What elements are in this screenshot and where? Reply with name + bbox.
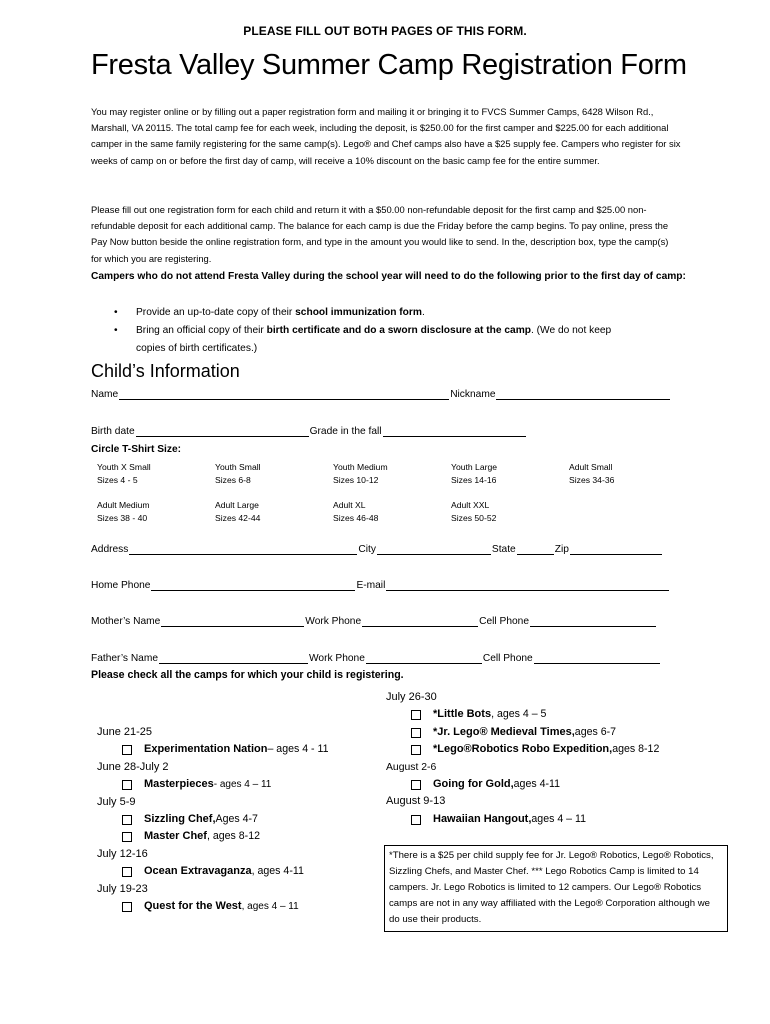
tshirt-option[interactable]: Adult Medium Sizes 38 - 40 <box>97 500 150 523</box>
nickname-field[interactable] <box>496 388 670 400</box>
bullet-icon: • <box>114 307 118 318</box>
fathers-name-field[interactable] <box>159 652 308 664</box>
camp-week-label: July 19-23 <box>97 882 148 895</box>
camp-option[interactable]: Hawaiian Hangout, ages 4 – 11 <box>386 811 659 828</box>
mothers-name-label: Mother’s Name <box>91 616 161 627</box>
checkbox-icon[interactable] <box>411 815 421 825</box>
email-label: E-mail <box>356 580 386 591</box>
tshirt-option[interactable]: Youth X Small Sizes 4 - 5 <box>97 462 151 485</box>
state-label: State <box>491 544 516 555</box>
checkbox-icon[interactable] <box>411 710 421 720</box>
tshirt-row-1 <box>97 461 687 487</box>
camp-option[interactable]: *Lego®Robotics Robo Expedition, ages 8-12 <box>386 741 659 758</box>
mothers-name-field[interactable] <box>161 615 304 627</box>
mother-row <box>91 615 657 627</box>
deposit-paragraph: Please fill out one registration form for each child and return it with a $50.00 non-refundable deposit for the first camp and $25.00 non-refundable deposit for each additional camp. The balance for each camp is due the Friday before the camp begins. To pay online, press the Pay Now button beside the online registration form, and type in the amount you would like to send. In the, description box, type the camp(s) for which you are registering. <box>91 204 669 264</box>
checkbox-icon[interactable] <box>122 780 132 790</box>
home-phone-field[interactable] <box>151 579 355 591</box>
checkbox-icon[interactable] <box>122 815 132 825</box>
mother-cell-phone-label: Cell Phone <box>479 616 529 627</box>
fathers-name-label: Father’s Name <box>91 653 158 664</box>
mother-work-phone-label: Work Phone <box>305 616 362 627</box>
name-row <box>91 388 671 400</box>
camp-option[interactable]: Master Chef , ages 8-12 <box>97 828 329 845</box>
name-field[interactable] <box>119 388 449 400</box>
tshirt-heading: Circle T-Shirt Size: <box>91 444 182 455</box>
checkbox-icon[interactable] <box>122 902 132 912</box>
checkbox-icon[interactable] <box>122 832 132 842</box>
requirements-heading: Campers who do not attend Fresta Valley during the school year will need to do the following prior to the first day of camp: <box>91 271 686 282</box>
checkbox-icon[interactable] <box>411 780 421 790</box>
camp-option[interactable]: *Little Bots , ages 4 – 5 <box>386 706 659 723</box>
father-cell-phone-field[interactable] <box>534 652 660 664</box>
father-row <box>91 652 661 664</box>
father-cell-phone-label: Cell Phone <box>482 653 533 664</box>
camp-option[interactable]: Ocean Extravaganza , ages 4-11 <box>97 863 329 880</box>
grade-label: Grade in the fall <box>309 426 382 437</box>
name-label: Name <box>91 389 119 400</box>
camps-right-column <box>386 689 659 828</box>
checkbox-icon[interactable] <box>411 728 421 738</box>
supply-fee-note: *There is a $25 per child supply fee for Jr. Lego® Robotics, Lego® Robotics, Sizzling Chefs, and Master Chef. *** Lego Robotics Camp is limited to 14 campers. Jr. Lego Robotics is limited to 12 campers. Our Lego® Robotics camps are not in any way affiliated with the Lego® Corporation although we do use their products. <box>384 845 728 932</box>
bullet-icon: • <box>114 325 118 336</box>
camp-option[interactable]: Sizzling Chef, Ages 4-7 <box>97 811 329 828</box>
requirement-item: • Bring an official copy of their birth certificate and do a sworn disclosure at the camp. (We do not keep copies of birth certificates.) <box>110 322 690 358</box>
city-label: City <box>358 544 376 555</box>
city-field[interactable] <box>377 543 491 555</box>
tshirt-option[interactable]: Adult Small Sizes 34-36 <box>569 462 615 485</box>
grade-field[interactable] <box>383 425 526 437</box>
nickname-label: Nickname <box>450 389 496 400</box>
camp-option[interactable]: *Jr. Lego® Medieval Times, ages 6-7 <box>386 724 659 741</box>
top-notice: PLEASE FILL OUT BOTH PAGES OF THIS FORM. <box>243 24 527 38</box>
requirement-item: • Provide an up-to-date copy of their school immunization form. <box>110 304 690 322</box>
mother-cell-phone-field[interactable] <box>530 615 656 627</box>
tshirt-option[interactable]: Youth Large Sizes 14-16 <box>451 462 498 485</box>
address-field[interactable] <box>129 543 357 555</box>
camp-week-label: July 26-30 <box>386 691 437 703</box>
camp-week-label: July 12-16 <box>97 847 148 860</box>
camp-week-label: August 9-13 <box>386 795 446 808</box>
email-field[interactable] <box>386 579 669 591</box>
camp-option[interactable]: Experimentation Nation – ages 4 - 11 <box>97 741 329 758</box>
tshirt-option[interactable]: Youth Small Sizes 6-8 <box>215 462 261 485</box>
phone-row <box>91 579 670 591</box>
camp-week-label: July 5-9 <box>97 795 136 808</box>
address-row <box>91 543 663 555</box>
intro-paragraph: You may register online or by filling out a paper registration form and mailing it or bringing it to FVCS Summer Camps, 6428 Wilson Rd., Marshall, VA 20115. The total camp fee for each week, including the deposit, is $250.00 for the first camper and $225.00 for each additional camper in the same family registering for the same camp(s). Lego® and Chef camps also have a $25 supply fee. Campers who register for six weeks of camp on or before the first day of camp, will receive a 10% discount on the basic camp fee for the entire summer. <box>91 106 681 166</box>
father-work-phone-field[interactable] <box>366 652 482 664</box>
camps-heading: Please check all the camps for which your child is registering. <box>91 669 404 681</box>
address-label: Address <box>91 544 129 555</box>
checkbox-icon[interactable] <box>122 867 132 877</box>
home-phone-label: Home Phone <box>91 580 151 591</box>
checkbox-icon[interactable] <box>411 745 421 755</box>
birth-date-field[interactable] <box>136 425 309 437</box>
zip-label: Zip <box>554 544 569 555</box>
mother-work-phone-field[interactable] <box>362 615 478 627</box>
camp-week-label: June 21-25 <box>97 726 153 738</box>
birth-date-label: Birth date <box>91 426 135 437</box>
birth-row <box>91 425 527 437</box>
zip-field[interactable] <box>570 543 662 555</box>
checkbox-icon[interactable] <box>122 745 132 755</box>
child-info-title: Child’s Information <box>91 361 240 381</box>
camp-option[interactable]: Quest for the West , ages 4 – 11 <box>97 898 329 915</box>
camp-option[interactable]: Going for Gold, ages 4-11 <box>386 776 659 793</box>
camp-option[interactable]: Masterpieces - ages 4 – 11 <box>97 776 329 793</box>
tshirt-option[interactable]: Adult Large Sizes 42-44 <box>215 500 261 523</box>
requirements-list <box>110 304 690 358</box>
tshirt-option[interactable]: Adult XXL Sizes 50-52 <box>451 500 497 523</box>
camp-week-label: August 2-6 <box>386 761 437 773</box>
tshirt-option[interactable]: Adult XL Sizes 46-48 <box>333 500 379 523</box>
camps-left-column <box>97 724 329 915</box>
form-title: Fresta Valley Summer Camp Registration Form <box>91 49 687 81</box>
tshirt-row-2 <box>97 499 687 525</box>
father-work-phone-label: Work Phone <box>309 653 365 664</box>
camp-week-label: June 28-July 2 <box>97 760 169 773</box>
tshirt-option[interactable]: Youth Medium Sizes 10-12 <box>333 462 388 485</box>
state-field[interactable] <box>517 543 554 555</box>
